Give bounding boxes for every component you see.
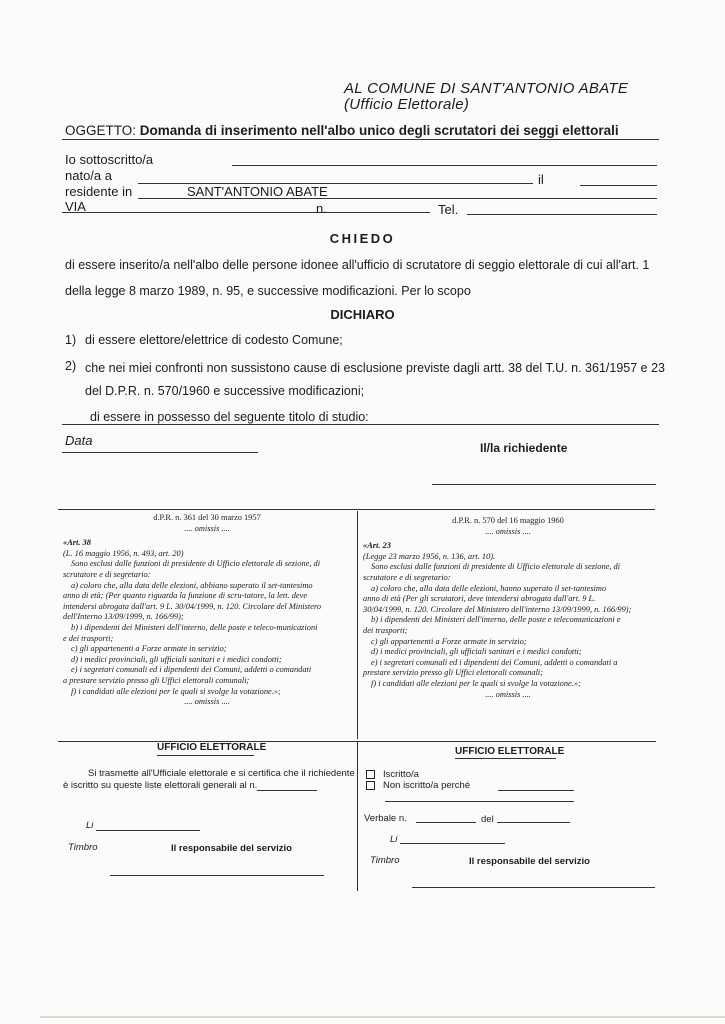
law-left-line: a) coloro che, alla data delle elezioni, abbiano superato il set-tantesimo bbox=[71, 580, 313, 590]
liste-numero-field[interactable] bbox=[257, 790, 317, 791]
del-label: del bbox=[481, 814, 494, 825]
recipient-line-2: (Ufficio Elettorale) bbox=[344, 96, 470, 113]
ufficio-left-timbro: Timbro bbox=[68, 842, 98, 853]
law-left-line: e dei trasporti; bbox=[63, 633, 114, 643]
subject-line bbox=[65, 123, 619, 138]
law-left-line: scrutatore e di segretario: bbox=[63, 569, 151, 579]
law-left-line: intendersi abrogata dall'art. 9 L. 30/04/1999, n. 120. Circolare del Ministero bbox=[63, 601, 322, 611]
law-right-line: e) i segretari comunali ed i dipendenti dei Comuni, addetti o comandati a bbox=[371, 657, 618, 667]
il-label: il bbox=[538, 172, 544, 187]
law-right-line: 30/04/1999, n. 120. Circolare del Ministero dell'interno 13/09/1999, n. 166/99); bbox=[363, 604, 632, 614]
data-label: Data bbox=[65, 433, 93, 448]
chiedo-text-2: della legge 8 marzo 1989, n. 95, e successive modificazioni. Per lo scopo bbox=[65, 284, 471, 298]
chiedo-heading: CHIEDO bbox=[329, 231, 396, 246]
residente-field[interactable] bbox=[138, 198, 657, 199]
scan-edge bbox=[40, 1016, 725, 1018]
il-field[interactable] bbox=[580, 185, 657, 186]
law-right-title: d.P.R. n. 570 del 16 maggio 1960 bbox=[452, 516, 564, 525]
option-non-iscritto bbox=[366, 780, 470, 792]
item-2-num: 2) bbox=[65, 359, 77, 373]
law-right-line: a) coloro che, alla data delle elezioni, hanno superato il set-tantesimo bbox=[371, 583, 607, 593]
ufficio-right-responsabile: Il responsabile del servizio bbox=[469, 856, 590, 867]
law-right-line: Sono esclusi dalle funzioni di presidente di Ufficio elettorale di sezione, di bbox=[371, 562, 621, 572]
ufficio-left-li-field[interactable] bbox=[96, 830, 200, 831]
subject-label: OGGETTO: bbox=[65, 123, 137, 138]
law-left-line: e) i segretari comunali ed i dipendenti dei Comuni, addetti o comandati bbox=[71, 665, 312, 675]
sottoscritto-label: Io sottoscritto/a bbox=[65, 152, 154, 167]
law-right-line: f) i candidati alle elezioni per le quali si svolge la votazione.»; bbox=[371, 678, 581, 688]
subject-text: Domanda di inserimento nell'albo unico degli scrutatori dei seggi elettorali bbox=[139, 123, 619, 138]
law-right bbox=[363, 516, 653, 700]
law-left-line: a prestare servizio presso gli Uffici elettorali comunali; bbox=[63, 675, 250, 685]
item-1-num: 1) bbox=[65, 333, 77, 347]
law-right-line: c) gli appartenenti a Forze armate in servizio; bbox=[371, 636, 527, 646]
law-left-line: d) i medici provinciali, gli ufficiali sanitari e i medici condotti; bbox=[71, 654, 282, 664]
law-right-art: «Art. 23 bbox=[363, 541, 391, 551]
law-right-ref: (Legge 23 marzo 1956, n. 136, art. 10). bbox=[363, 551, 496, 561]
ufficio-left-responsabile: Il responsabile del servizio bbox=[171, 843, 292, 854]
ufficio-left-text-1: Si trasmette all'Ufficiale elettorale e si certifica che il richiedente bbox=[88, 768, 355, 779]
ufficio-left-text-2: è iscritto su queste liste elettorali generali al n. bbox=[63, 780, 258, 791]
law-right-omissis-end: .... omissis .... bbox=[485, 689, 531, 699]
richiedente-label: Il/la richiedente bbox=[480, 441, 568, 455]
verbale-field[interactable] bbox=[416, 822, 476, 823]
law-left bbox=[63, 513, 351, 708]
titolo-studio-field[interactable] bbox=[62, 424, 659, 425]
law-left-omissis-end: .... omissis .... bbox=[184, 697, 230, 707]
law-left-line: f) i candidati alle elezioni per le quali si svolge la votazione.»; bbox=[71, 686, 281, 696]
law-left-ref: (L. 16 maggio 1956, n. 493, art. 20) bbox=[63, 548, 184, 558]
residente-label: residente in bbox=[65, 184, 133, 199]
chiedo-text-1: di essere inserito/a nell'albo delle persone idonee all'ufficio di scrutatore di seggio elettorale di cui all'art. 1 bbox=[65, 258, 650, 272]
law-left-line: c) gli appartenenti a Forze armate in servizio; bbox=[71, 644, 227, 654]
ufficio-left-li: Li bbox=[86, 820, 94, 831]
checkbox-non-iscritto[interactable] bbox=[366, 781, 375, 790]
law-left-title: d.P.R. n. 361 del 30 marzo 1957 bbox=[153, 513, 261, 522]
n-label: n. bbox=[316, 201, 327, 216]
ufficio-left-title: UFFICIO ELETTORALE bbox=[157, 742, 267, 753]
law-right-omissis: .... omissis .... bbox=[485, 526, 531, 536]
law-right-line: prestare servizio presso gli Uffici elettorali comunali; bbox=[363, 668, 544, 678]
ufficio-right-title: UFFICIO ELETTORALE bbox=[455, 746, 565, 757]
option-non-iscritto-label: Non iscritto/a perché bbox=[383, 780, 471, 791]
law-left-line: Sono esclusi dalle funzioni di presidente di Ufficio elettorale di sezione, di bbox=[71, 559, 321, 569]
item-2-text: che nei miei confronti non sussistono cause di esclusione previste dagli artt. 38 del T.U. n. 361/1957 e 23 bbox=[85, 361, 665, 375]
via-label: VIA bbox=[65, 199, 86, 214]
dichiaro-heading: DICHIARO bbox=[330, 307, 395, 322]
law-left-line: b) i dipendenti dei Ministeri dell'interno, delle poste e teleco-municazioni bbox=[71, 622, 318, 632]
signature-field[interactable] bbox=[432, 484, 656, 485]
data-field[interactable] bbox=[62, 452, 258, 453]
tel-field[interactable] bbox=[467, 214, 657, 215]
checkbox-iscritto[interactable] bbox=[366, 770, 375, 779]
law-right-line: dei trasporti; bbox=[363, 625, 408, 635]
verbale-label: Verbale n. bbox=[364, 813, 407, 824]
law-left-line: anno di età; (Per quanto riguarda la funzione di scru-tatore, la lett. deve bbox=[63, 591, 308, 601]
law-left-art: «Art. 38 bbox=[63, 538, 91, 548]
ufficio-right-timbro: Timbro bbox=[370, 855, 400, 866]
recipient-line-1: AL COMUNE DI SANT'ANTONIO ABATE bbox=[344, 80, 629, 97]
law-left-omissis: .... omissis .... bbox=[184, 523, 230, 533]
via-field[interactable] bbox=[62, 212, 430, 213]
item-2-text-cont: del D.P.R. n. 570/1960 e successive modificazioni; bbox=[85, 384, 365, 398]
nato-label: nato/a a bbox=[65, 168, 112, 183]
law-right-line: anno di età (Per gli scrutatori, deve intendersi abrogata dall'art. 9 L. bbox=[363, 594, 596, 604]
titolo-studio: di essere in possesso del seguente titolo di studio: bbox=[90, 410, 369, 424]
ufficio-right-li: Li bbox=[390, 834, 398, 845]
ufficio-right-li-field[interactable] bbox=[400, 843, 505, 844]
perche-field-2[interactable] bbox=[385, 801, 574, 802]
del-field[interactable] bbox=[497, 822, 570, 823]
item-1-text: di essere elettore/elettrice di codesto Comune; bbox=[85, 333, 343, 347]
law-right-line: d) i medici provinciali, gli ufficiali sanitari e i medici condotti; bbox=[371, 647, 582, 657]
law-right-line: b) i dipendenti dei Ministeri dell'interno, delle poste e telecomunicazioni e bbox=[371, 615, 621, 625]
ufficio-right-signature[interactable] bbox=[412, 887, 655, 888]
tel-label: Tel. bbox=[438, 202, 459, 217]
sottoscritto-field[interactable] bbox=[232, 165, 657, 166]
law-right-line: scrutatore e di segretario: bbox=[363, 572, 451, 582]
option-iscritto-label: Iscritto/a bbox=[383, 769, 419, 780]
residente-value: SANT'ANTONIO ABATE bbox=[187, 184, 328, 199]
law-left-line: dell'Interno 13/09/1999, n. 166/99); bbox=[63, 612, 184, 622]
ufficio-left-signature[interactable] bbox=[110, 875, 324, 876]
perche-field[interactable] bbox=[498, 790, 574, 791]
